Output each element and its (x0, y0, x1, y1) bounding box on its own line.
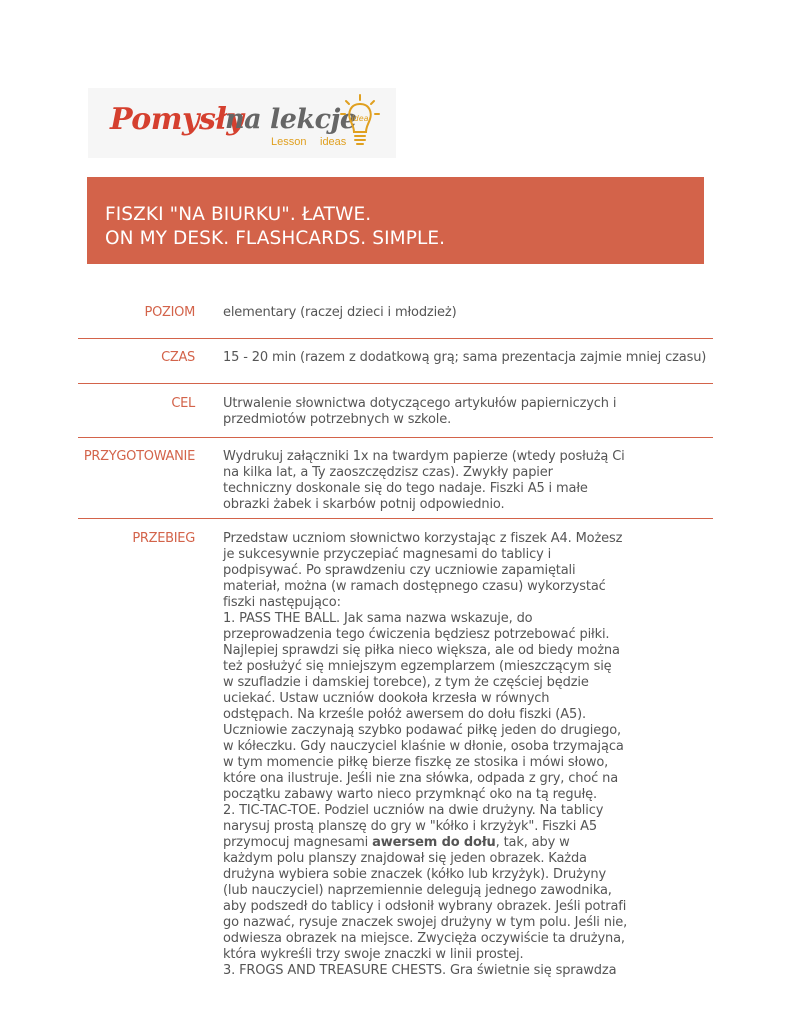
text-line: uciekać. Ustaw uczniów dookoła krzesła w równych (223, 691, 550, 706)
label-cel: CEL (171, 396, 195, 411)
text-line: 1. PASS THE BALL. Jak sama nazwa wskazuje, do (223, 611, 533, 626)
text-line: je sukcesywnie przyczepiać magnesami do tablicy i (223, 547, 552, 562)
text-line: techniczny doskonale się do tego nadaje. Fiszki A5 i małe (223, 481, 588, 496)
text-line: elementary (raczej dzieci i młodzież) (223, 305, 457, 320)
logo-word-na-lekcje: na lekcje (225, 104, 357, 135)
text-line: obrazki żabek i skarbów potnij odpowiednio. (223, 497, 505, 512)
value-przebieg (223, 531, 628, 979)
text-line: które ona ilustruje. Jeśli nie zna słówka, odpada z gry, choć na (223, 771, 619, 786)
text-line: Przedstaw uczniom słownictwo korzystając z fiszek A4. Możesz (223, 531, 623, 546)
bulb-label: idea (351, 114, 369, 123)
text-line: Uczniowie zaczynają szybko podawać piłkę jeden do drugiego, (223, 723, 622, 738)
text-fragment: , tak, aby w (495, 835, 570, 850)
divider (78, 437, 713, 438)
divider (78, 518, 713, 519)
text-line: drużyna wybiera sobie znaczek (kółko lub krzyżyk). Drużyny (223, 867, 606, 882)
label-poziom: POZIOM (144, 305, 195, 320)
text-line: go nazwać, rysuje znaczek swojej drużyny w tym polu. Jeśli nie, (223, 915, 628, 930)
divider (78, 338, 713, 339)
text-line: 3. FROGS AND TREASURE CHESTS. Gra świetnie się sprawdza (223, 963, 617, 978)
text-line-with-bold (223, 835, 623, 851)
text-line: Najlepiej sprawdzi się piłka nieco większa, ale od biedy można (223, 643, 620, 658)
value-cel (223, 396, 623, 428)
value-przygotowanie (223, 449, 623, 513)
text-line: przedmiotów potrzebnych w szkole. (223, 412, 452, 427)
text-line: aby podszedł do tablicy i odsłonił wybrany obrazek. Jeśli potrafi (223, 899, 627, 914)
text-line: w kółeczku. Gdy nauczyciel klaśnie w dłonie, osoba trzymająca (223, 739, 624, 754)
value-czas (223, 350, 707, 366)
bold-phrase: awersem do dołu (372, 835, 496, 850)
text-line: Utrwalenie słownictwa dotyczącego artykułów papierniczych i (223, 396, 617, 411)
label-przebieg: PRZEBIEG (132, 531, 195, 546)
text-line: w tym momencie piłkę bierze fiszkę ze stosika i mówi słowo, (223, 755, 609, 770)
text-line: każdym polu planszy znajdował się jeden obrazek. Każda (223, 851, 587, 866)
title-line-1: FISZKI "NA BIURKU". ŁATWE. (105, 204, 372, 225)
text-line: 15 - 20 min (razem z dodatkową grą; sama prezentacja zajmie mniej czasu) (223, 350, 707, 365)
text-fragment: przymocuj magnesami (223, 835, 373, 850)
text-line: też posłużyć się mniejszym egzemplarzem (mieszczącym się (223, 659, 612, 674)
text-line: materiał, można (w ramach dostępnego czasu) wykorzystać (223, 579, 606, 594)
text-line: podpisywać. Po sprawdzeniu czy uczniowie zapamiętali (223, 563, 576, 578)
label-przygotowanie: PRZYGOTOWANIE (83, 449, 195, 464)
logo (88, 88, 396, 158)
text-line: fiszki następująco: (223, 595, 341, 610)
text-line: Wydrukuj załączniki 1x na twardym papierze (wtedy posłużą Ci (223, 449, 625, 464)
title-line-2: ON MY DESK. FLASHCARDS. SIMPLE. (105, 228, 446, 249)
text-line: która wykreśli trzy swoje znaczki w linii prostej. (223, 947, 524, 962)
text-line: narysuj prostą planszę do gry w "kółko i krzyżyk". Fiszki A5 (223, 819, 597, 834)
lightbulb-icon (340, 94, 380, 152)
value-poziom (223, 305, 623, 321)
divider (78, 383, 713, 384)
text-line: na kilka lat, a Ty zaoszczędzisz czas). Zwykły papier (223, 465, 553, 480)
text-line: odwiesza obrazek na miejsce. Zwycięża oczywiście ta drużyna, (223, 931, 625, 946)
text-line: w szufladzie i damskiej torebce), z tym że częściej będzie (223, 675, 589, 690)
text-line: początku zabawy warto nieco przymknąć oko na tą regułę. (223, 787, 597, 802)
logo-word-pomysly: Pomysły (110, 102, 244, 137)
text-line: przeprowadzenia tego ćwiczenia będziesz potrzebować piłki. (223, 627, 610, 642)
logo-subtitle-lesson: Lesson (271, 136, 307, 148)
text-line: 2. TIC-TAC-TOE. Podziel uczniów na dwie drużyny. Na tablicy (223, 803, 604, 818)
text-line: (lub nauczyciel) naprzemiennie delegują jednego zawodnika, (223, 883, 612, 898)
text-line: odstępach. Na krześle połóż awersem do dołu fiszki (A5). (223, 707, 587, 722)
logo-subtitle-ideas: ideas (320, 136, 347, 148)
title-banner (87, 177, 704, 264)
label-czas: CZAS (161, 350, 195, 365)
